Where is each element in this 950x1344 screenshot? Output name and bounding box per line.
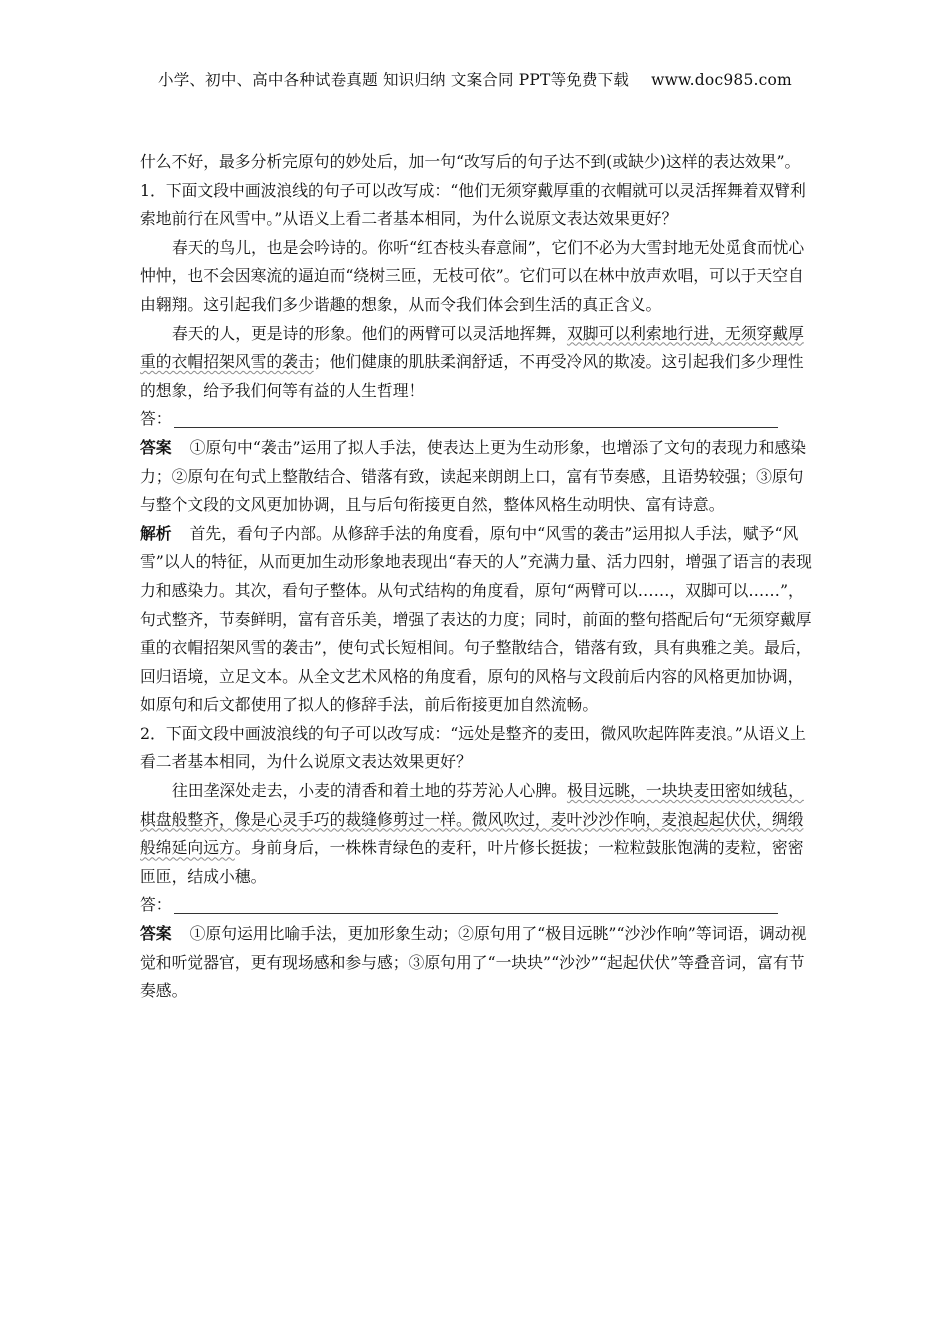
q2-passage [140, 777, 816, 891]
q2-para-after: 。身前身后，一株株青绿色的麦秆，叶片修长挺拔；一粒粒鼓胀饱满的麦粒，密密匝匝，结成小穗。 [140, 838, 804, 886]
q1-analysis-text: 首先，看句子内部。从修辞手法的角度看，原句中“风雪的袭击”运用拟人手法，赋予“风雪”以人的特征，从而更加生动形象地表现出“春天的人”充满力量、活力四射，增强了语言的表现力和感染力。其次，看句子整体。从句式结构的角度看，原句“两臂可以……，双脚可以……”，句式整齐，节奏鲜明，富有音乐美，增强了表达的力度；同时，前面的整句搭配后句“无须穿戴厚重的衣帽招架风雪的袭击”，使句式长短相间。句子整散结合，错落有致，具有典雅之美。最后，回归语境，立足文本。从全文艺术风格的角度看，原句的风格与文段前后内容的风格更加协调，如原句和后文都使用了拟人的修辞手法，前后衔接更加自然流畅。 [140, 523, 812, 715]
q1-answer-prompt: 答： [140, 409, 172, 429]
q2-question: 2．下面文段中画波浪线的句子可以改写成：“远处是整齐的麦田，微风吹起阵阵麦浪。”从语义上看二者基本相同，为什么说原文表达效果更好？ [140, 723, 806, 772]
header-site: www.doc985.com [651, 71, 792, 89]
q2-answer-prompt: 答： [140, 895, 172, 915]
q1-para2-after: ；他们健康的肌肤柔润舒适，不再受冷风的欺凌。这引起我们多少理性的想象，给予我们何等有益的人生哲理！ [140, 352, 804, 400]
q2-answer-text: ①原句运用比喻手法，更加形象生动；②原句用了“极目远眺”“沙沙作响”等词语，调动视觉和听觉器官，更有现场感和参与感；③原句用了“一块块”“沙沙”“起起伏伏”等叠音词，富有节奏感。 [140, 924, 807, 1001]
q2-answer-label: 答案 [140, 924, 172, 944]
header-text: 小学、初中、高中各种试卷真题 知识归纳 文案合同 PPT等免费下载 [158, 71, 630, 89]
q1-answer-line [140, 405, 816, 434]
q1-answer-label: 答案 [140, 437, 172, 457]
q2-answer-line [140, 891, 816, 920]
q2-para-before: 往田垄深处走去，小麦的清香和着土地的芬芳沁人心脾。 [172, 781, 567, 801]
q2-answer-blank[interactable] [174, 895, 778, 914]
q1-passage-para1: 春天的鸟儿，也是会吟诗的。你听“红杏枝头春意闹”，它们不必为大雪封地无处觅食而忧心忡忡，也不会因寒流的逼迫而“绕树三匝，无枝可依”。它们可以在林中放声欢唱，可以于天空自由翱翔。这引起我们多少谐趣的想象，从而令我们体会到生活的真正含义。 [140, 237, 805, 314]
q1-analysis [140, 520, 816, 720]
q1-answer-blank[interactable] [174, 409, 778, 428]
page-header [0, 68, 950, 90]
q2-answer [140, 920, 816, 1006]
q1-passage-para2 [140, 320, 816, 406]
q1-para2-before: 春天的人，更是诗的形象。他们的两臂可以灵活地挥舞， [172, 323, 567, 343]
q1-wavy-sentence: 双脚可以利索地行进，无须穿戴厚重的衣帽招架风雪的袭击 [140, 323, 804, 372]
q1-question: 1．下面文段中画波浪线的句子可以改写成：“他们无须穿戴厚重的衣帽就可以灵活挥舞着双臂利索地前行在风雪中。”从语义上看二者基本相同，为什么说原文表达效果更好？ [140, 180, 806, 229]
q2-wavy-sentence: 极目远眺，一块块麦田密如绒毡，棋盘般整齐，像是心灵手巧的裁缝修剪过一样。微风吹过，麦叶沙沙作响，麦浪起起伏伏，绸缎般绵延向远方 [140, 781, 804, 858]
document-body [140, 148, 816, 1006]
q1-analysis-label: 解析 [140, 523, 172, 543]
q1-answer-text: ①原句中“袭击”运用了拟人手法，使表达上更为生动形象，也增添了文句的表现力和感染力；②原句在句式上整散结合、错落有致，读起来朗朗上口，富有节奏感，且语势较强；③原句与整个文段的文风更加协调，且与后句衔接更自然，整体风格生动明快、富有诗意。 [140, 437, 807, 515]
q1-answer [140, 434, 816, 520]
intro-text: 什么不好，最多分析完原句的妙处后，加一句“改写后的句子达不到(或缺少)这样的表达效果”。 [140, 152, 801, 171]
